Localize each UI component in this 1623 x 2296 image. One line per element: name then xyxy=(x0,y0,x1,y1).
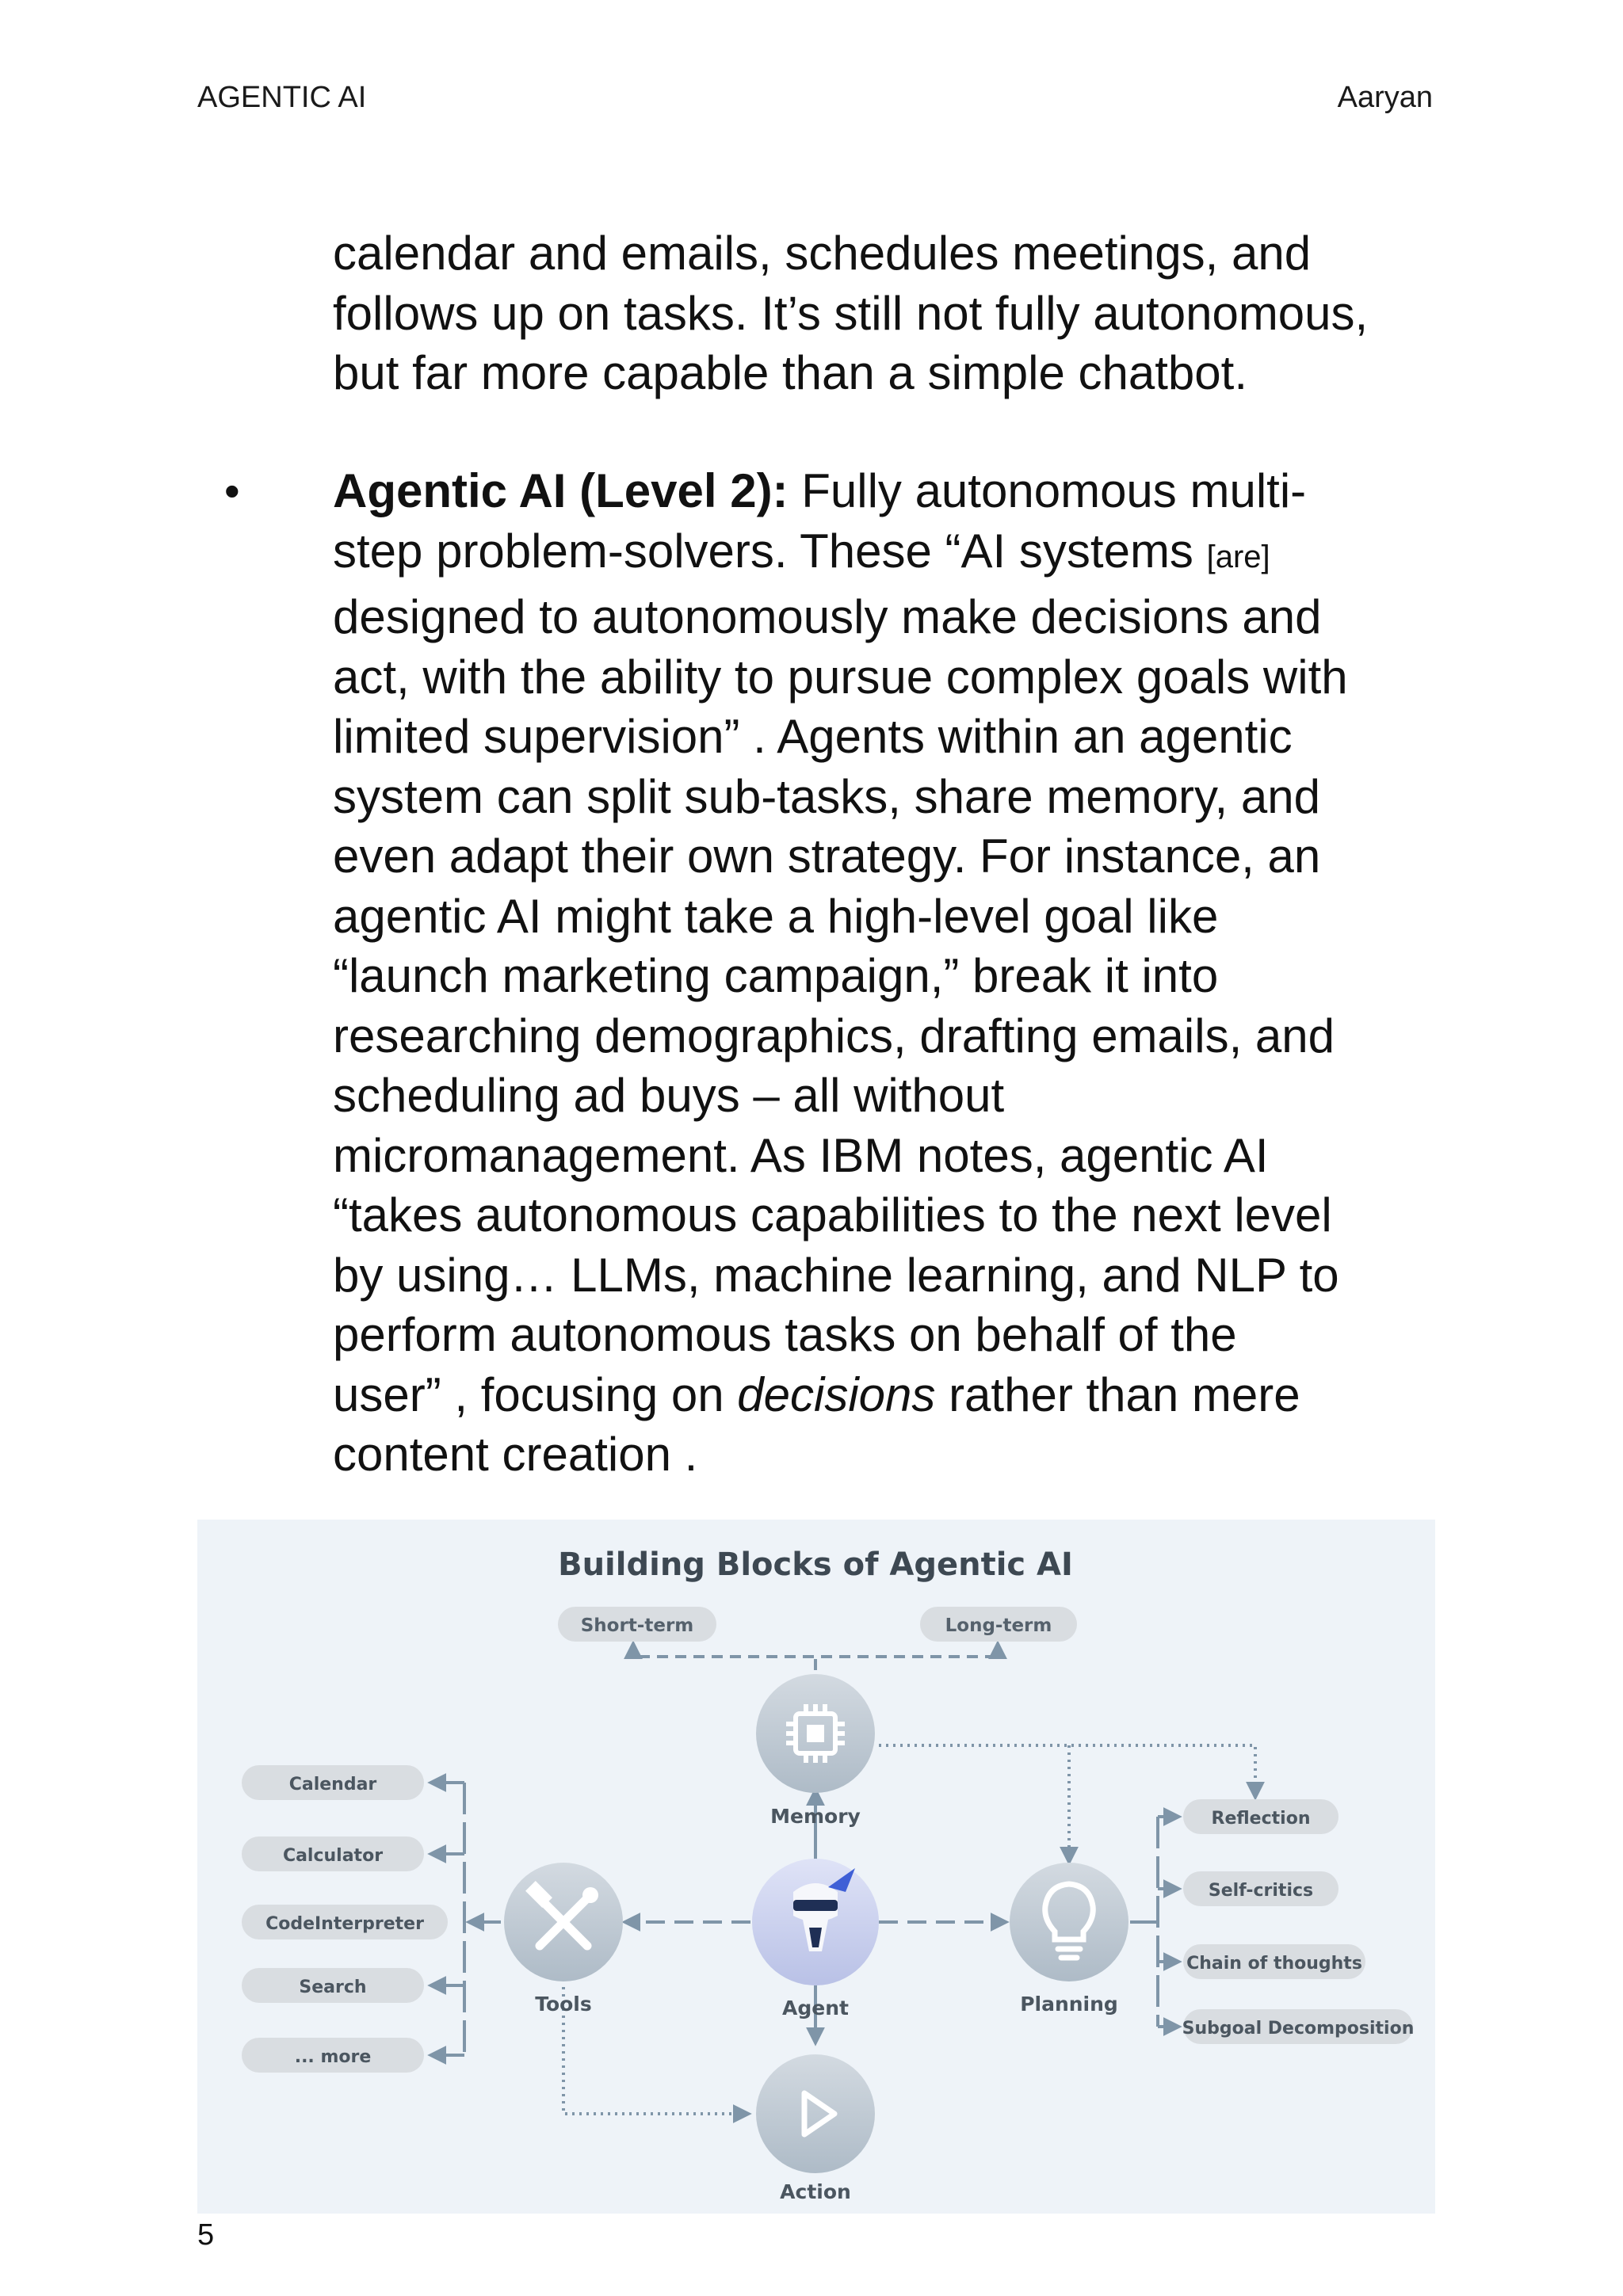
pill-label: ... more xyxy=(294,2047,372,2067)
pill-label: Calculator xyxy=(282,1846,384,1866)
pill-label: Search xyxy=(299,1978,367,1997)
pill-label: Short-term xyxy=(580,1615,694,1636)
text-line: perform autonomous tasks on behalf of the xyxy=(333,1308,1237,1361)
node-label-action: Action xyxy=(780,2180,851,2203)
pill-label: Calendar xyxy=(288,1775,377,1794)
planning-node xyxy=(1010,1863,1128,1981)
node-label-agent: Agent xyxy=(782,1997,849,2019)
memory-types-connector xyxy=(633,1644,998,1657)
text-line: limited supervision” . Agents within an agentic xyxy=(333,710,1293,763)
text-line: “launch marketing campaign,” break it into xyxy=(333,949,1219,1002)
text-line: follows up on tasks. It’s still not fully autonomous, xyxy=(333,286,1369,340)
text-line: even adapt their own strategy. For instance, an xyxy=(333,830,1321,883)
pill-label: Chain of thoughts xyxy=(1186,1954,1362,1974)
tool-pill-more xyxy=(242,2038,424,2073)
planning-pill-chain-of-thoughts xyxy=(1183,1944,1365,1979)
text-line: by using… LLMs, machine learning, and NLP to xyxy=(333,1248,1339,1302)
pill-label: Reflection xyxy=(1211,1809,1311,1829)
text-line: content creation . xyxy=(333,1428,698,1481)
node-label-memory: Memory xyxy=(770,1805,861,1828)
pill-label: Long-term xyxy=(945,1615,1052,1636)
text-run: step problem-solvers. These “AI systems xyxy=(333,524,1207,578)
text-line: agentic AI might take a high-level goal like xyxy=(333,889,1219,943)
text-line: calendar and emails, schedules meetings, and xyxy=(333,227,1312,280)
text-line: act, with the ability to pursue complex goals with xyxy=(333,650,1348,704)
pill-label: CodeInterpreter xyxy=(265,1914,424,1934)
paragraph-continued xyxy=(333,223,1458,403)
tool-pill-calculator xyxy=(242,1836,424,1871)
building-blocks-diagram xyxy=(197,1520,1435,2214)
italic-emphasis: decisions xyxy=(737,1367,936,1421)
bold-lead-term: Agentic AI (Level 2): xyxy=(333,464,789,517)
memory-type-pill xyxy=(920,1607,1077,1642)
planning-pill-reflection xyxy=(1183,1799,1338,1834)
node-label-planning: Planning xyxy=(1020,1993,1118,2016)
pill-label: Subgoal Decomposition xyxy=(1182,2019,1415,2039)
page-number: 5 xyxy=(197,2218,215,2252)
memory-type-pill xyxy=(558,1607,716,1642)
text-line: system can split sub-tasks, share memory, and xyxy=(333,769,1320,823)
text-run: user” , focusing on xyxy=(333,1367,738,1421)
tool-pill-codeinterpreter xyxy=(242,1905,448,1939)
text-line: designed to autonomously make decisions and xyxy=(333,590,1322,643)
pill-label: Self-critics xyxy=(1208,1881,1314,1901)
tool-pill-calendar xyxy=(242,1765,424,1800)
text-run: Fully autonomous multi- xyxy=(788,464,1307,517)
text-line: “takes autonomous capabilities to the next level xyxy=(333,1188,1332,1241)
text-line: micromanagement. As IBM notes, agentic AI xyxy=(333,1128,1269,1182)
memory-reflection-dotted xyxy=(879,1745,1255,1797)
bracket-insertion: [are] xyxy=(1206,539,1270,574)
text-line xyxy=(333,461,1458,521)
bullet-marker: • xyxy=(224,466,240,516)
text-line: but far more capable than a simple chatbot. xyxy=(333,346,1248,399)
text-line: researching demographics, drafting emails, and xyxy=(333,1009,1335,1062)
diagram-title: Building Blocks of Agentic AI xyxy=(558,1547,1073,1583)
running-header-author: Aaryan xyxy=(1337,81,1433,114)
action-node xyxy=(756,2054,875,2173)
text-line: scheduling ad buys – all without xyxy=(333,1069,1005,1122)
text-run: rather than mere xyxy=(935,1367,1300,1421)
running-header-title: AGENTIC AI xyxy=(197,81,367,114)
node-label-tools: Tools xyxy=(535,1993,592,2016)
planning-pill-subgoal-decomposition xyxy=(1182,2009,1415,2044)
diagram-canvas xyxy=(197,1520,1435,2214)
text-line xyxy=(333,521,1458,588)
planning-pill-self-critics xyxy=(1183,1871,1338,1906)
text-line xyxy=(333,1365,1458,1425)
bullet-paragraph-agentic-ai xyxy=(333,461,1458,1485)
tool-pill-search xyxy=(242,1968,424,2003)
